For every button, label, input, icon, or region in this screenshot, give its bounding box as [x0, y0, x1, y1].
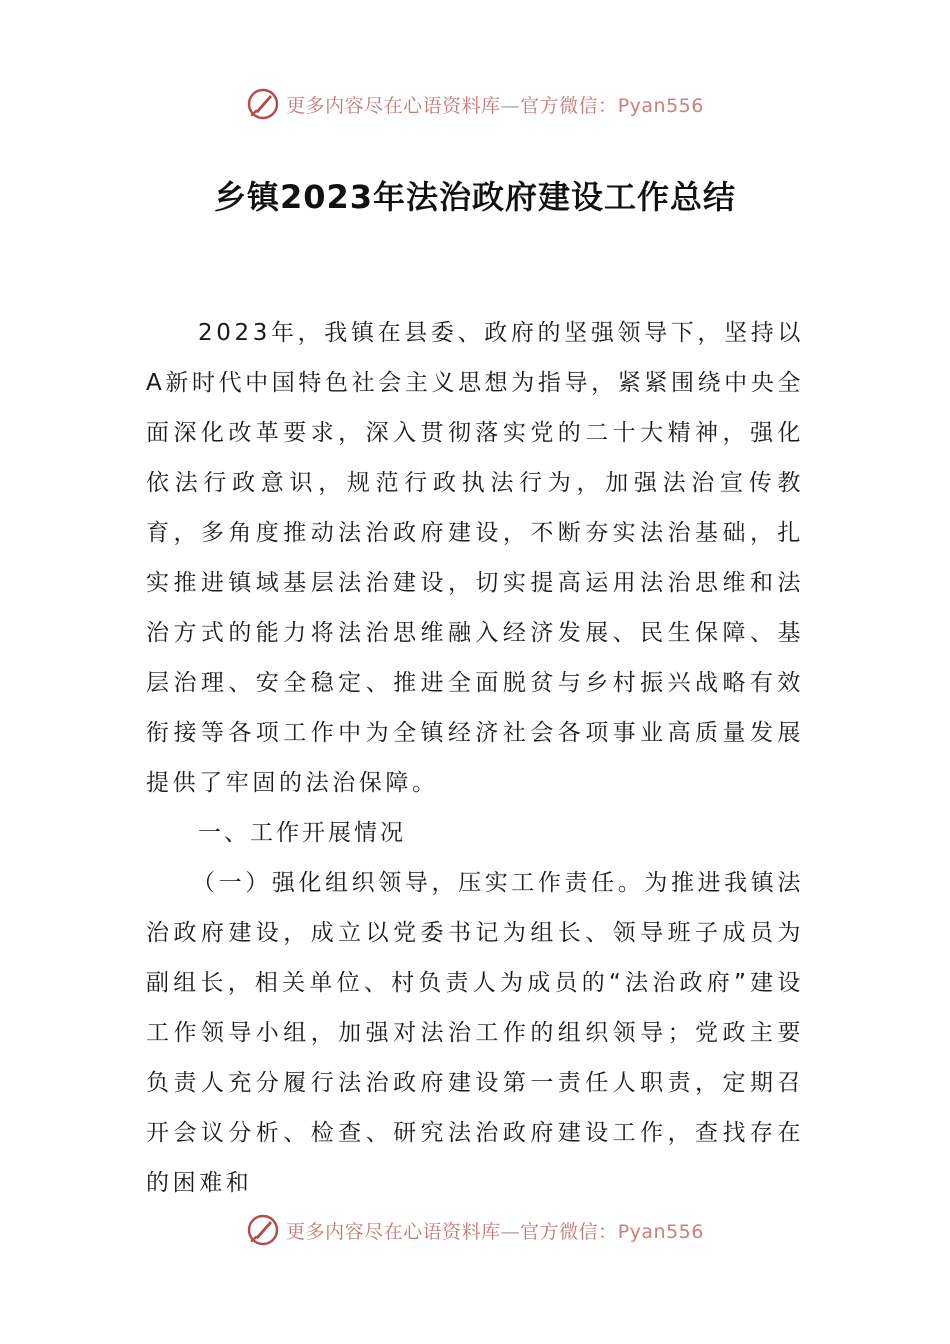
- watermark-slogan: 更多内容尽在心语资料库: [286, 94, 501, 117]
- watermark-separator: —: [500, 94, 521, 117]
- watermark-text: [286, 91, 704, 118]
- header-watermark: [0, 84, 950, 124]
- watermark-contact-id: Pyan556: [617, 1220, 704, 1243]
- watermark-separator: —: [500, 1220, 521, 1243]
- footer-watermark: [0, 1210, 950, 1250]
- quill-logo-icon: [246, 1213, 280, 1247]
- subsection-paragraph: （一）强化组织领导，压实工作责任。为推进我镇法治政府建设，成立以党委书记为组长、领导班子成员为副组长，相关单位、村负责人为成员的“法治政府”建设工作领导小组，加强对法治工作的组织领导；党政主要负责人充分履行法治政府建设第一责任人职责，定期召开会议分析、检查、研究法治政府建设工作，查找存在的困难和: [146, 870, 804, 1196]
- watermark-contact-id: Pyan556: [617, 94, 704, 117]
- section-heading: 一、工作开展情况: [198, 820, 406, 846]
- watermark-slogan: 更多内容尽在心语资料库: [286, 1220, 501, 1243]
- watermark-contact-label: 官方微信：: [520, 1220, 618, 1243]
- watermark-contact-label: 官方微信：: [520, 94, 618, 117]
- document-body: [146, 308, 804, 1208]
- watermark-text: [286, 1217, 704, 1244]
- intro-paragraph: 2023年，我镇在县委、政府的坚强领导下，坚持以A新时代中国特色社会主义思想为指导，紧紧围绕中央全面深化改革要求，深入贯彻落实党的二十大精神，强化依法行政意识，规范行政执法行为，加强法治宣传教育，多角度推动法治政府建设，不断夯实法治基础，扎实推进镇域基层法治建设，切实提高运用法治思维和法治方式的能力将法治思维融入经济发展、民生保障、基层治理、安全稳定、推进全面脱贫与乡村振兴战略有效衔接等各项工作中为全镇经济社会各项事业高质量发展提供了牢固的法治保障。: [146, 320, 804, 796]
- document-title: 乡镇2023年法治政府建设工作总结: [213, 178, 737, 216]
- quill-logo-icon: [246, 87, 280, 121]
